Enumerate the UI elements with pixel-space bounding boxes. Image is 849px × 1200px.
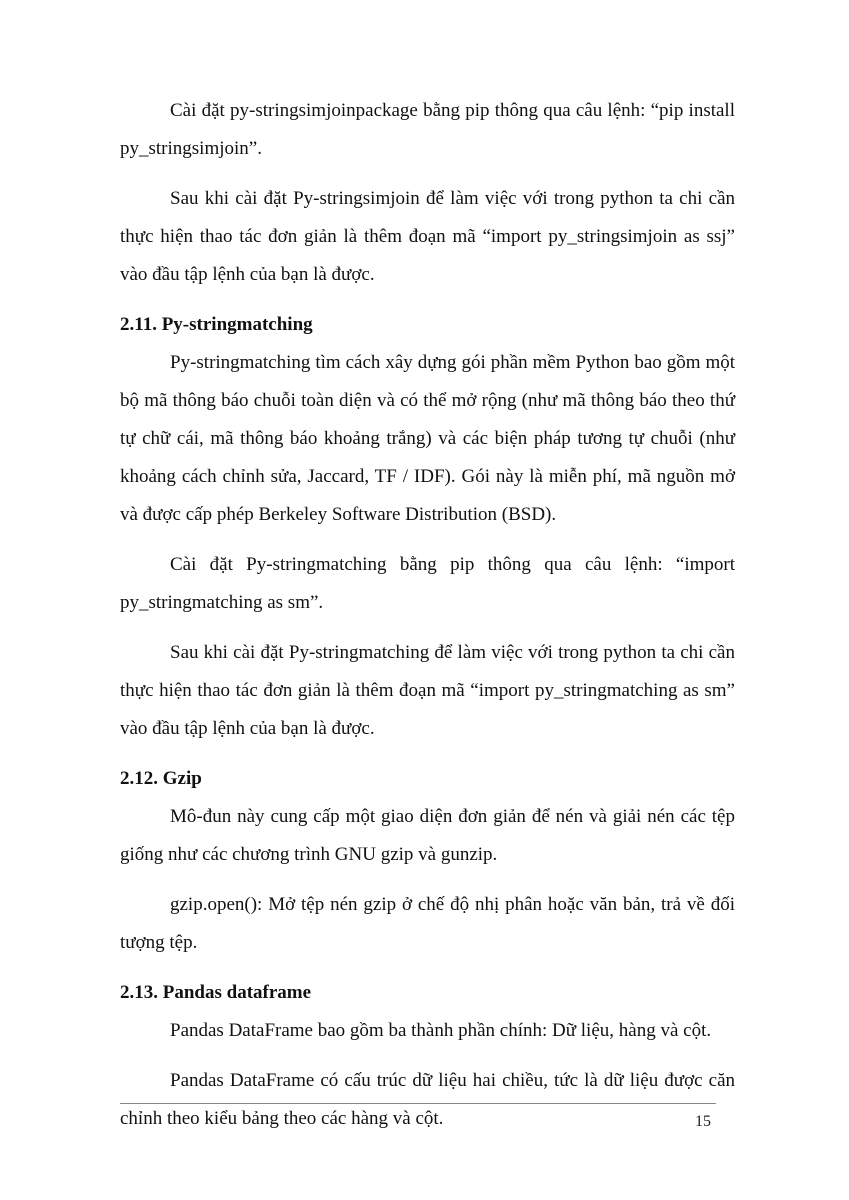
paragraph-import-stringmatching: Sau khi cài đặt Py-stringmatching để làm việc với trong python ta chi cần thực hiện thao tác đơn giản là thêm đoạn mã “import py_stringmatching as sm” vào đầu tập lệnh của bạn là được. [120,642,735,739]
paragraph-gzip-open: gzip.open(): Mở tệp nén gzip ở chế độ nhị phân hoặc văn bản, trả về đối tượng tệp. [120,894,735,953]
paragraph-dataframe-structure: Pandas DataFrame có cấu trúc dữ liệu hai chiều, tức là dữ liệu được căn chỉnh theo kiểu bảng theo các hàng và cột. [120,1070,735,1129]
footer-divider [120,1103,716,1104]
paragraph-install-stringmatching: Cài đặt Py-stringmatching bằng pip thông qua câu lệnh: “import py_stringmatching as sm”. [120,554,735,613]
paragraph-stringmatching-intro: Py-stringmatching tìm cách xây dựng gói phần mềm Python bao gồm một bộ mã thông báo chuỗi toàn diện và có thể mở rộng (như mã thông báo theo thứ tự chữ cái, mã thông báo khoảng trắng) và các biện pháp tương tự chuỗi (như khoảng cách chỉnh sửa, Jaccard, TF / IDF). Gói này là miễn phí, mã nguồn mở và được cấp phép Berkeley Software Distribution (BSD). [120,352,735,525]
page-body [120,92,735,1138]
paragraph-install-stringsimjoin: Cài đặt py-stringsimjoinpackage bằng pip thông qua câu lệnh: “pip install py_stringsimjoin”. [120,100,735,159]
paragraph-gzip-intro: Mô-đun này cung cấp một giao diện đơn giản để nén và giải nén các tệp giống như các chương trình GNU gzip và gunzip. [120,806,735,865]
section-heading-2-13: 2.13. Pandas dataframe [120,982,312,1003]
section-heading-2-12: 2.12. Gzip [120,768,202,789]
paragraph-import-stringsimjoin: Sau khi cài đặt Py-stringsimjoin để làm việc với trong python ta chi cần thực hiện thao tác đơn giản là thêm đoạn mã “import py_stringsimjoin as ssj” vào đầu tập lệnh của bạn là được. [120,188,735,285]
page-number: 15 [695,1113,711,1130]
paragraph-dataframe-components: Pandas DataFrame bao gồm ba thành phần chính: Dữ liệu, hàng và cột. [170,1020,712,1041]
section-heading-2-11: 2.11. Py-stringmatching [120,314,313,335]
